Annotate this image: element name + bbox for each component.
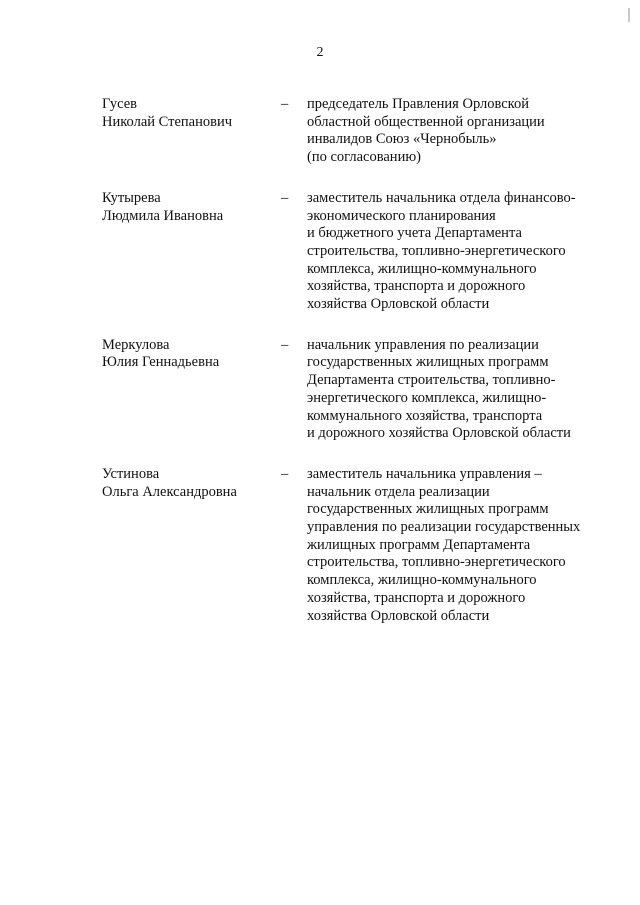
scan-edge-mark <box>628 8 630 22</box>
position-line: экономического планирования <box>307 207 496 224</box>
position-line: заместитель начальника управления – <box>307 465 542 482</box>
position-line: хозяйства, транспорта и дорожного <box>307 589 526 606</box>
position-line: Департамента строительства, топливно- <box>307 372 556 389</box>
member-surname: Гусев <box>102 96 137 112</box>
position-line: энергетического комплекса, жилищно- <box>307 389 547 406</box>
position-line: (по согласованию) <box>307 149 421 166</box>
member-entry <box>0 96 640 167</box>
position-line: строительства, топливно-энергетического <box>307 554 566 571</box>
member-given-names: Николай Степанович <box>102 113 233 130</box>
member-name <box>102 337 272 372</box>
member-entry <box>0 466 640 625</box>
entry-dash: – <box>281 96 289 112</box>
position-line: государственных жилищных программ <box>307 501 549 518</box>
member-given-names: Людмила Ивановна <box>102 207 224 224</box>
member-position <box>307 466 607 625</box>
member-position <box>307 190 607 314</box>
member-entry <box>0 190 640 314</box>
position-line: и дорожного хозяйства Орловской области <box>307 425 571 442</box>
member-name <box>102 190 272 225</box>
position-line: хозяйства, транспорта и дорожного <box>307 278 526 295</box>
position-line: инвалидов Союз «Чернобыль» <box>307 131 497 148</box>
entry-dash: – <box>281 336 289 353</box>
member-entry <box>0 337 640 443</box>
position-line: коммунального хозяйства, транспорта <box>307 407 543 424</box>
member-position <box>307 337 607 443</box>
position-line: заместитель начальника отдела финансово- <box>307 189 576 206</box>
member-name <box>102 466 272 501</box>
position-line: комплекса, жилищно-коммунального <box>307 572 537 589</box>
position-line: государственных жилищных программ <box>307 354 549 371</box>
member-position <box>307 96 607 167</box>
position-line: комплекса, жилищно-коммунального <box>307 260 537 277</box>
member-surname: Меркулова <box>102 336 170 353</box>
member-given-names: Юлия Геннадьевна <box>102 354 220 371</box>
position-line: областной общественной организации <box>307 113 545 130</box>
position-line: строительства, топливно-энергетического <box>307 242 566 259</box>
member-name <box>102 96 272 131</box>
position-line: управления по реализации государственных <box>307 519 581 536</box>
position-line: председатель Правления Орловской <box>307 96 530 112</box>
member-surname: Устинова <box>102 465 160 482</box>
page-number: 2 <box>316 45 324 60</box>
position-line: начальник управления по реализации <box>307 336 539 353</box>
position-line: хозяйства Орловской области <box>307 607 490 624</box>
position-line: жилищных программ Департамента <box>307 536 531 553</box>
position-line: начальник отдела реализации <box>307 483 490 500</box>
member-given-names: Ольга Александровна <box>102 483 237 500</box>
entry-dash: – <box>281 189 289 206</box>
position-line: и бюджетного учета Департамента <box>307 225 522 242</box>
member-list <box>0 96 640 625</box>
member-surname: Кутырева <box>102 189 161 206</box>
position-line: хозяйства Орловской области <box>307 296 490 313</box>
entry-dash: – <box>281 465 289 482</box>
